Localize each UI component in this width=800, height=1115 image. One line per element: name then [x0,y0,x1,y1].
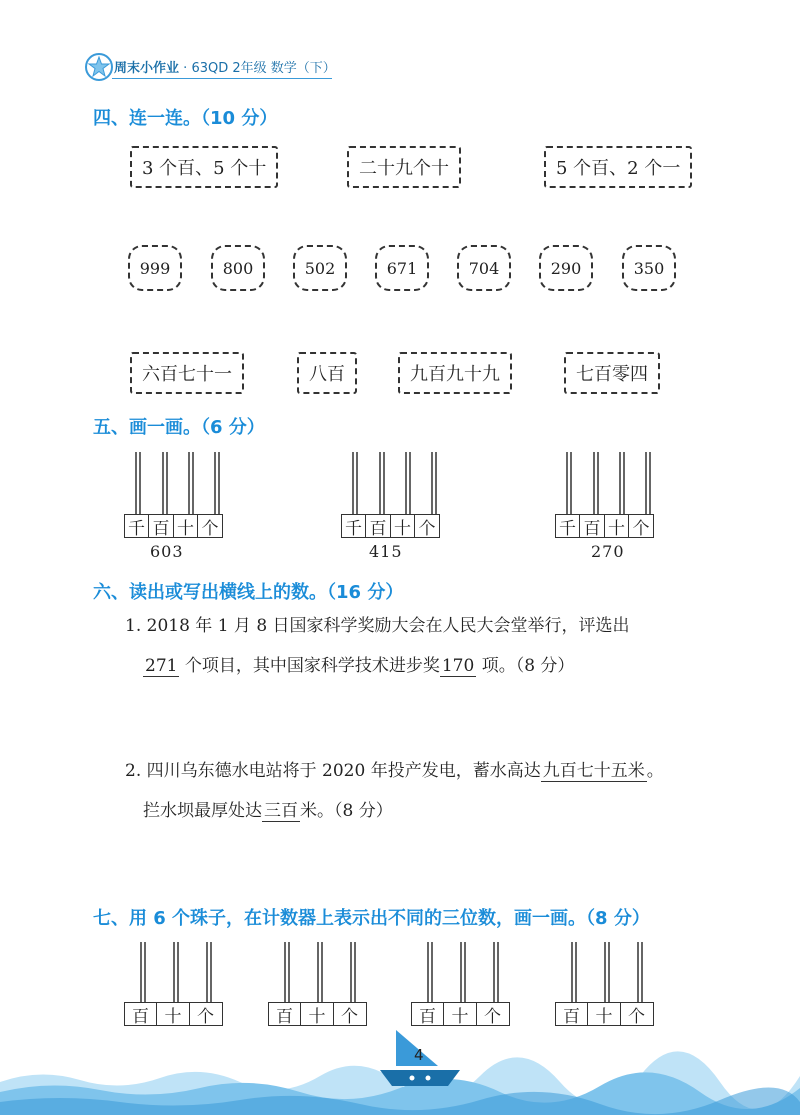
label-hundreds: 百 [365,514,391,538]
underlined-number-271: 271 [145,656,178,676]
label-ones: 个 [333,1002,367,1026]
question-2-line1 [125,751,664,791]
label-hundreds: 百 [579,514,605,538]
abacus-blank-3[interactable] [412,940,512,1030]
section5-title: 五、画一画。（6 分） [93,417,265,438]
abacus-labels [342,514,440,538]
match-bottom-box-4[interactable]: 七百零四 [564,352,660,394]
answer-area-1[interactable] [136,704,696,734]
header-grade: 2年级 [232,61,267,76]
label-tens: 十 [390,514,416,538]
abacus-rods [125,940,225,1004]
underlined-text-975m: 九百七十五米 [542,761,645,781]
match-bottom-box-1[interactable]: 六百七十一 [130,352,244,394]
q2-text-c: 拦水坝最厚处达 [143,801,262,821]
q1-end-text: 项。（8 分） [476,656,575,676]
header-series: 63QD [191,61,229,76]
abacus-415[interactable] [342,450,452,565]
abacus-labels [269,1002,367,1026]
label-hundreds: 百 [124,1002,158,1026]
label-ones: 个 [414,514,440,538]
section4-title: 四、连一连。（10 分） [93,108,278,129]
label-ones: 个 [476,1002,510,1026]
label-thousands: 千 [124,514,150,538]
question-1-line1: 1. 2018 年 1 月 8 日国家科学奖励大会在人民大会堂举行，评选出 [125,616,630,636]
page-header [84,50,334,84]
label-thousands: 千 [555,514,581,538]
match-number-1[interactable]: 999 [128,245,182,291]
question-1-line2 [143,646,574,686]
header-subject: 数学（下） [270,61,336,76]
q2-text-a: 2. 四川乌东德水电站将于 2020 年投产发电，蓄水高达 [125,761,541,781]
q2-text-b: 。 [646,761,664,781]
abacus-labels [125,514,223,538]
q2-text-d: 米。（8 分） [300,801,393,821]
underlined-text-300: 三百 [264,801,298,821]
match-number-2[interactable]: 800 [211,245,265,291]
match-top-box-1[interactable]: 3 个百、5 个十 [130,146,278,188]
label-ones: 个 [189,1002,223,1026]
abacus-number: 603 [150,542,184,561]
abacus-blank-2[interactable] [269,940,369,1030]
abacus-number: 270 [591,542,625,561]
question-2-line2 [143,791,393,831]
match-number-5[interactable]: 704 [457,245,511,291]
label-hundreds: 百 [148,514,174,538]
abacus-labels [125,1002,223,1026]
match-number-4[interactable]: 671 [375,245,429,291]
section6-title: 六、读出或写出横线上的数。（16 分） [93,582,404,603]
header-text [114,57,336,76]
match-top-box-3[interactable]: 5 个百、2 个一 [544,146,692,188]
abacus-labels [412,1002,510,1026]
label-tens: 十 [156,1002,190,1026]
abacus-270[interactable] [556,450,666,565]
match-number-7[interactable]: 350 [622,245,676,291]
answer-area-2[interactable] [136,845,696,885]
match-top-box-2[interactable]: 二十九个十 [347,146,461,188]
abacus-rods [556,450,666,516]
label-hundreds: 百 [555,1002,589,1026]
q1-mid-text: 个项目，其中国家科学技术进步奖 [179,656,440,676]
label-ones: 个 [628,514,654,538]
match-number-6[interactable]: 290 [539,245,593,291]
abacus-labels [556,514,654,538]
match-bottom-box-3[interactable]: 九百九十九 [398,352,512,394]
footer-waves-decoration [0,1030,800,1115]
label-hundreds: 百 [268,1002,302,1026]
abacus-number: 415 [369,542,403,561]
star-logo-icon [84,52,114,82]
label-tens: 十 [443,1002,477,1026]
abacus-labels [556,1002,654,1026]
underlined-number-170: 170 [441,656,475,676]
label-ones: 个 [197,514,223,538]
section7-title: 七、用 6 个珠子，在计数器上表示出不同的三位数，画一画。（8 分） [93,908,650,929]
header-sep: · [183,61,188,76]
abacus-blank-1[interactable] [125,940,225,1030]
match-number-3[interactable]: 502 [293,245,347,291]
label-hundreds: 百 [411,1002,445,1026]
abacus-rods [125,450,235,516]
label-tens: 十 [587,1002,621,1026]
label-tens: 十 [173,514,199,538]
abacus-rods [556,940,656,1004]
brand-name: 周末小作业 [114,61,180,76]
abacus-rods [342,450,452,516]
abacus-rods [412,940,512,1004]
match-bottom-box-2[interactable]: 八百 [297,352,357,394]
label-tens: 十 [300,1002,334,1026]
label-ones: 个 [620,1002,654,1026]
label-tens: 十 [604,514,630,538]
page-number: 4 [414,1046,424,1064]
label-thousands: 千 [341,514,367,538]
abacus-blank-4[interactable] [556,940,656,1030]
abacus-603[interactable] [125,450,235,565]
header-rule [112,78,332,79]
abacus-rods [269,940,369,1004]
